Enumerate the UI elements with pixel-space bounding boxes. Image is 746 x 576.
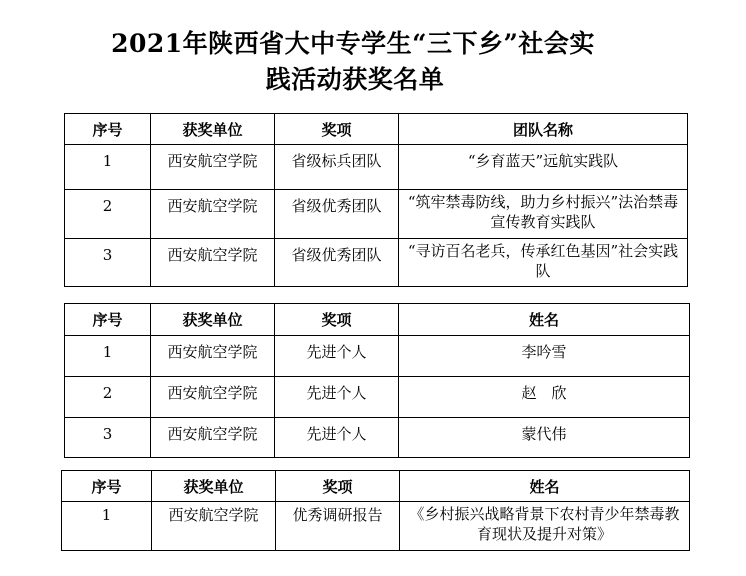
header-unit: 获奖单位 — [151, 304, 275, 336]
cell-no: 3 — [65, 239, 151, 287]
table-row — [65, 418, 690, 458]
cell-team-name: “筑牢禁毒防线，助力乡村振兴”法治禁毒宣传教育实践队 — [399, 190, 688, 239]
cell-no: 1 — [65, 336, 151, 377]
cell-report-title: 《乡村振兴战略背景下农村青少年禁毒教育现状及提升对策》 — [400, 502, 690, 551]
document-title-line-1: 2021年陕西省大中专学生“三下乡”社会实 — [111, 29, 595, 58]
cell-no: 2 — [65, 190, 151, 239]
header-no: 序号 — [65, 114, 151, 145]
cell-person-name: 赵 欣 — [399, 377, 690, 418]
team-awards-table — [64, 113, 688, 287]
table-row — [65, 336, 690, 377]
cell-no: 2 — [65, 377, 151, 418]
header-award: 奖项 — [275, 114, 399, 145]
cell-award: 优秀调研报告 — [276, 502, 400, 551]
cell-unit: 西安航空学院 — [151, 377, 275, 418]
cell-person-name: 蒙代伟 — [399, 418, 690, 458]
table-row — [65, 145, 688, 190]
cell-award: 省级优秀团队 — [275, 239, 399, 287]
cell-no: 1 — [62, 502, 152, 551]
cell-award: 先进个人 — [275, 336, 399, 377]
header-unit: 获奖单位 — [152, 471, 276, 502]
header-team-name: 团队名称 — [399, 114, 688, 145]
cell-no: 1 — [65, 145, 151, 190]
document-title-line-2: 践活动获奖名单 — [265, 65, 445, 94]
table-row — [62, 502, 690, 551]
table-row — [65, 239, 688, 287]
table-row — [65, 377, 690, 418]
header-award: 奖项 — [276, 471, 400, 502]
header-name: 姓名 — [400, 471, 690, 502]
cell-unit: 西安航空学院 — [152, 502, 276, 551]
cell-team-name: “寻访百名老兵，传承红色基因”社会实践队 — [399, 239, 688, 287]
cell-award: 先进个人 — [275, 418, 399, 458]
table-row — [65, 190, 688, 239]
cell-no: 3 — [65, 418, 151, 458]
cell-award: 省级优秀团队 — [275, 190, 399, 239]
header-no: 序号 — [62, 471, 152, 502]
table-header-row — [65, 114, 688, 145]
cell-unit: 西安航空学院 — [151, 239, 275, 287]
cell-unit: 西安航空学院 — [151, 190, 275, 239]
cell-award: 先进个人 — [275, 377, 399, 418]
header-no: 序号 — [65, 304, 151, 336]
header-award: 奖项 — [275, 304, 399, 336]
cell-team-name: “乡育蓝天”远航实践队 — [399, 145, 688, 190]
cell-unit: 西安航空学院 — [151, 336, 275, 377]
table-header-row — [65, 304, 690, 336]
header-unit: 获奖单位 — [151, 114, 275, 145]
table-header-row — [62, 471, 690, 502]
cell-unit: 西安航空学院 — [151, 145, 275, 190]
cell-award: 省级标兵团队 — [275, 145, 399, 190]
cell-unit: 西安航空学院 — [151, 418, 275, 458]
header-name: 姓名 — [399, 304, 690, 336]
cell-person-name: 李吟雪 — [399, 336, 690, 377]
report-awards-table — [61, 470, 690, 551]
individual-awards-table — [64, 303, 690, 458]
